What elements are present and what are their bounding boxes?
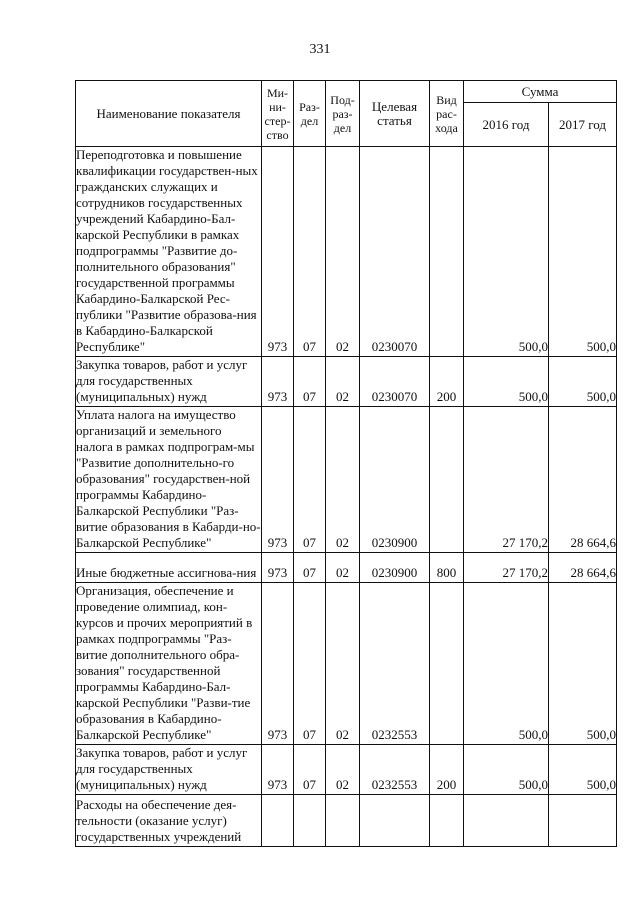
row-ministry: 973 <box>262 553 294 583</box>
row-sum-2017: 500,0 <box>549 357 617 407</box>
row-sum-2017: 500,0 <box>549 147 617 357</box>
table-row <box>76 407 617 553</box>
header-name: Наименование показателя <box>76 81 262 147</box>
row-sum-2016: 500,0 <box>464 745 549 795</box>
header-expense-type: Вид рас- хода <box>430 81 464 147</box>
row-target: 0232553 <box>360 745 430 795</box>
budget-table <box>75 80 617 847</box>
row-subsection: 02 <box>326 357 360 407</box>
row-sum-2016: 27 170,2 <box>464 407 549 553</box>
row-section: 07 <box>294 407 326 553</box>
header-section: Раз- дел <box>294 81 326 147</box>
row-target: 0232553 <box>360 583 430 745</box>
row-subsection <box>326 795 360 847</box>
header-sum: Сумма <box>464 81 617 103</box>
header-year-2017: 2017 год <box>549 103 617 147</box>
row-subsection: 02 <box>326 553 360 583</box>
row-sum-2017: 28 664,6 <box>549 407 617 553</box>
row-sum-2016: 500,0 <box>464 583 549 745</box>
page-number: 331 <box>309 42 331 57</box>
row-expense-type: 200 <box>430 357 464 407</box>
table-row <box>76 745 617 795</box>
row-ministry: 973 <box>262 583 294 745</box>
header-row-top <box>76 81 617 103</box>
row-target: 0230900 <box>360 407 430 553</box>
row-expense-type: 200 <box>430 745 464 795</box>
header-ministry: Ми- ни- стер- ство <box>262 81 294 147</box>
row-subsection: 02 <box>326 407 360 553</box>
row-sum-2017: 28 664,6 <box>549 553 617 583</box>
row-name: Переподготовка и повышение квалификации государствен-ных гражданских служащих и сотрудников государственных учреждений Кабардино-Бал-карской Республики в рамках подпрограммы "Развитие до-полнительного образования" государственной программы Кабардино-Балкарской Рес-публики "Развитие образова-ния в Кабардино-Балкарской Республике" <box>76 147 262 357</box>
table-row <box>76 553 617 583</box>
row-subsection: 02 <box>326 583 360 745</box>
row-sum-2017 <box>549 795 617 847</box>
row-target: 0230070 <box>360 357 430 407</box>
row-expense-type: 800 <box>430 553 464 583</box>
table-row <box>76 795 617 847</box>
row-subsection: 02 <box>326 147 360 357</box>
row-section: 07 <box>294 357 326 407</box>
row-name: Уплата налога на имущество организаций и земельного налога в рамках подпрограм-мы "Развитие дополнительно-го образования" государствен-ной программы Кабардино-Балкарской Республики "Раз-витие образования в Кабарди-но-Балкарской Республике" <box>76 407 262 553</box>
row-sum-2016: 27 170,2 <box>464 553 549 583</box>
row-sum-2016: 500,0 <box>464 147 549 357</box>
row-expense-type <box>430 147 464 357</box>
row-target: 0230070 <box>360 147 430 357</box>
row-ministry <box>262 795 294 847</box>
row-name: Иные бюджетные ассигнова-ния <box>76 553 262 583</box>
row-ministry: 973 <box>262 357 294 407</box>
row-ministry: 973 <box>262 745 294 795</box>
row-sum-2017: 500,0 <box>549 583 617 745</box>
row-section: 07 <box>294 745 326 795</box>
row-ministry: 973 <box>262 147 294 357</box>
row-ministry: 973 <box>262 407 294 553</box>
row-target: 0230900 <box>360 553 430 583</box>
row-sum-2016 <box>464 795 549 847</box>
row-expense-type <box>430 583 464 745</box>
row-target <box>360 795 430 847</box>
row-name: Закупка товаров, работ и услуг для государственных (муниципальных) нужд <box>76 745 262 795</box>
row-subsection: 02 <box>326 745 360 795</box>
table-row <box>76 357 617 407</box>
row-section: 07 <box>294 553 326 583</box>
row-section: 07 <box>294 583 326 745</box>
row-name: Закупка товаров, работ и услуг для государственных (муниципальных) нужд <box>76 357 262 407</box>
row-expense-type <box>430 795 464 847</box>
header-subsection: Под- раз- дел <box>326 81 360 147</box>
row-sum-2016: 500,0 <box>464 357 549 407</box>
table-row <box>76 147 617 357</box>
row-expense-type <box>430 407 464 553</box>
row-name: Организация, обеспечение и проведение олимпиад, кон-курсов и прочих мероприятий в рамках подпрограммы "Раз-витие дополнительного обра-зования" государственной программы Кабардино-Бал-карской Республики "Разви-тие образования в Кабардино-Балкарской Республике" <box>76 583 262 745</box>
row-section: 07 <box>294 147 326 357</box>
header-year-2016: 2016 год <box>464 103 549 147</box>
row-section <box>294 795 326 847</box>
table-row <box>76 583 617 745</box>
header-target: Целевая статья <box>360 81 430 147</box>
row-name: Расходы на обеспечение дея-тельности (оказание услуг) государственных учреждений <box>76 795 262 847</box>
row-sum-2017: 500,0 <box>549 745 617 795</box>
